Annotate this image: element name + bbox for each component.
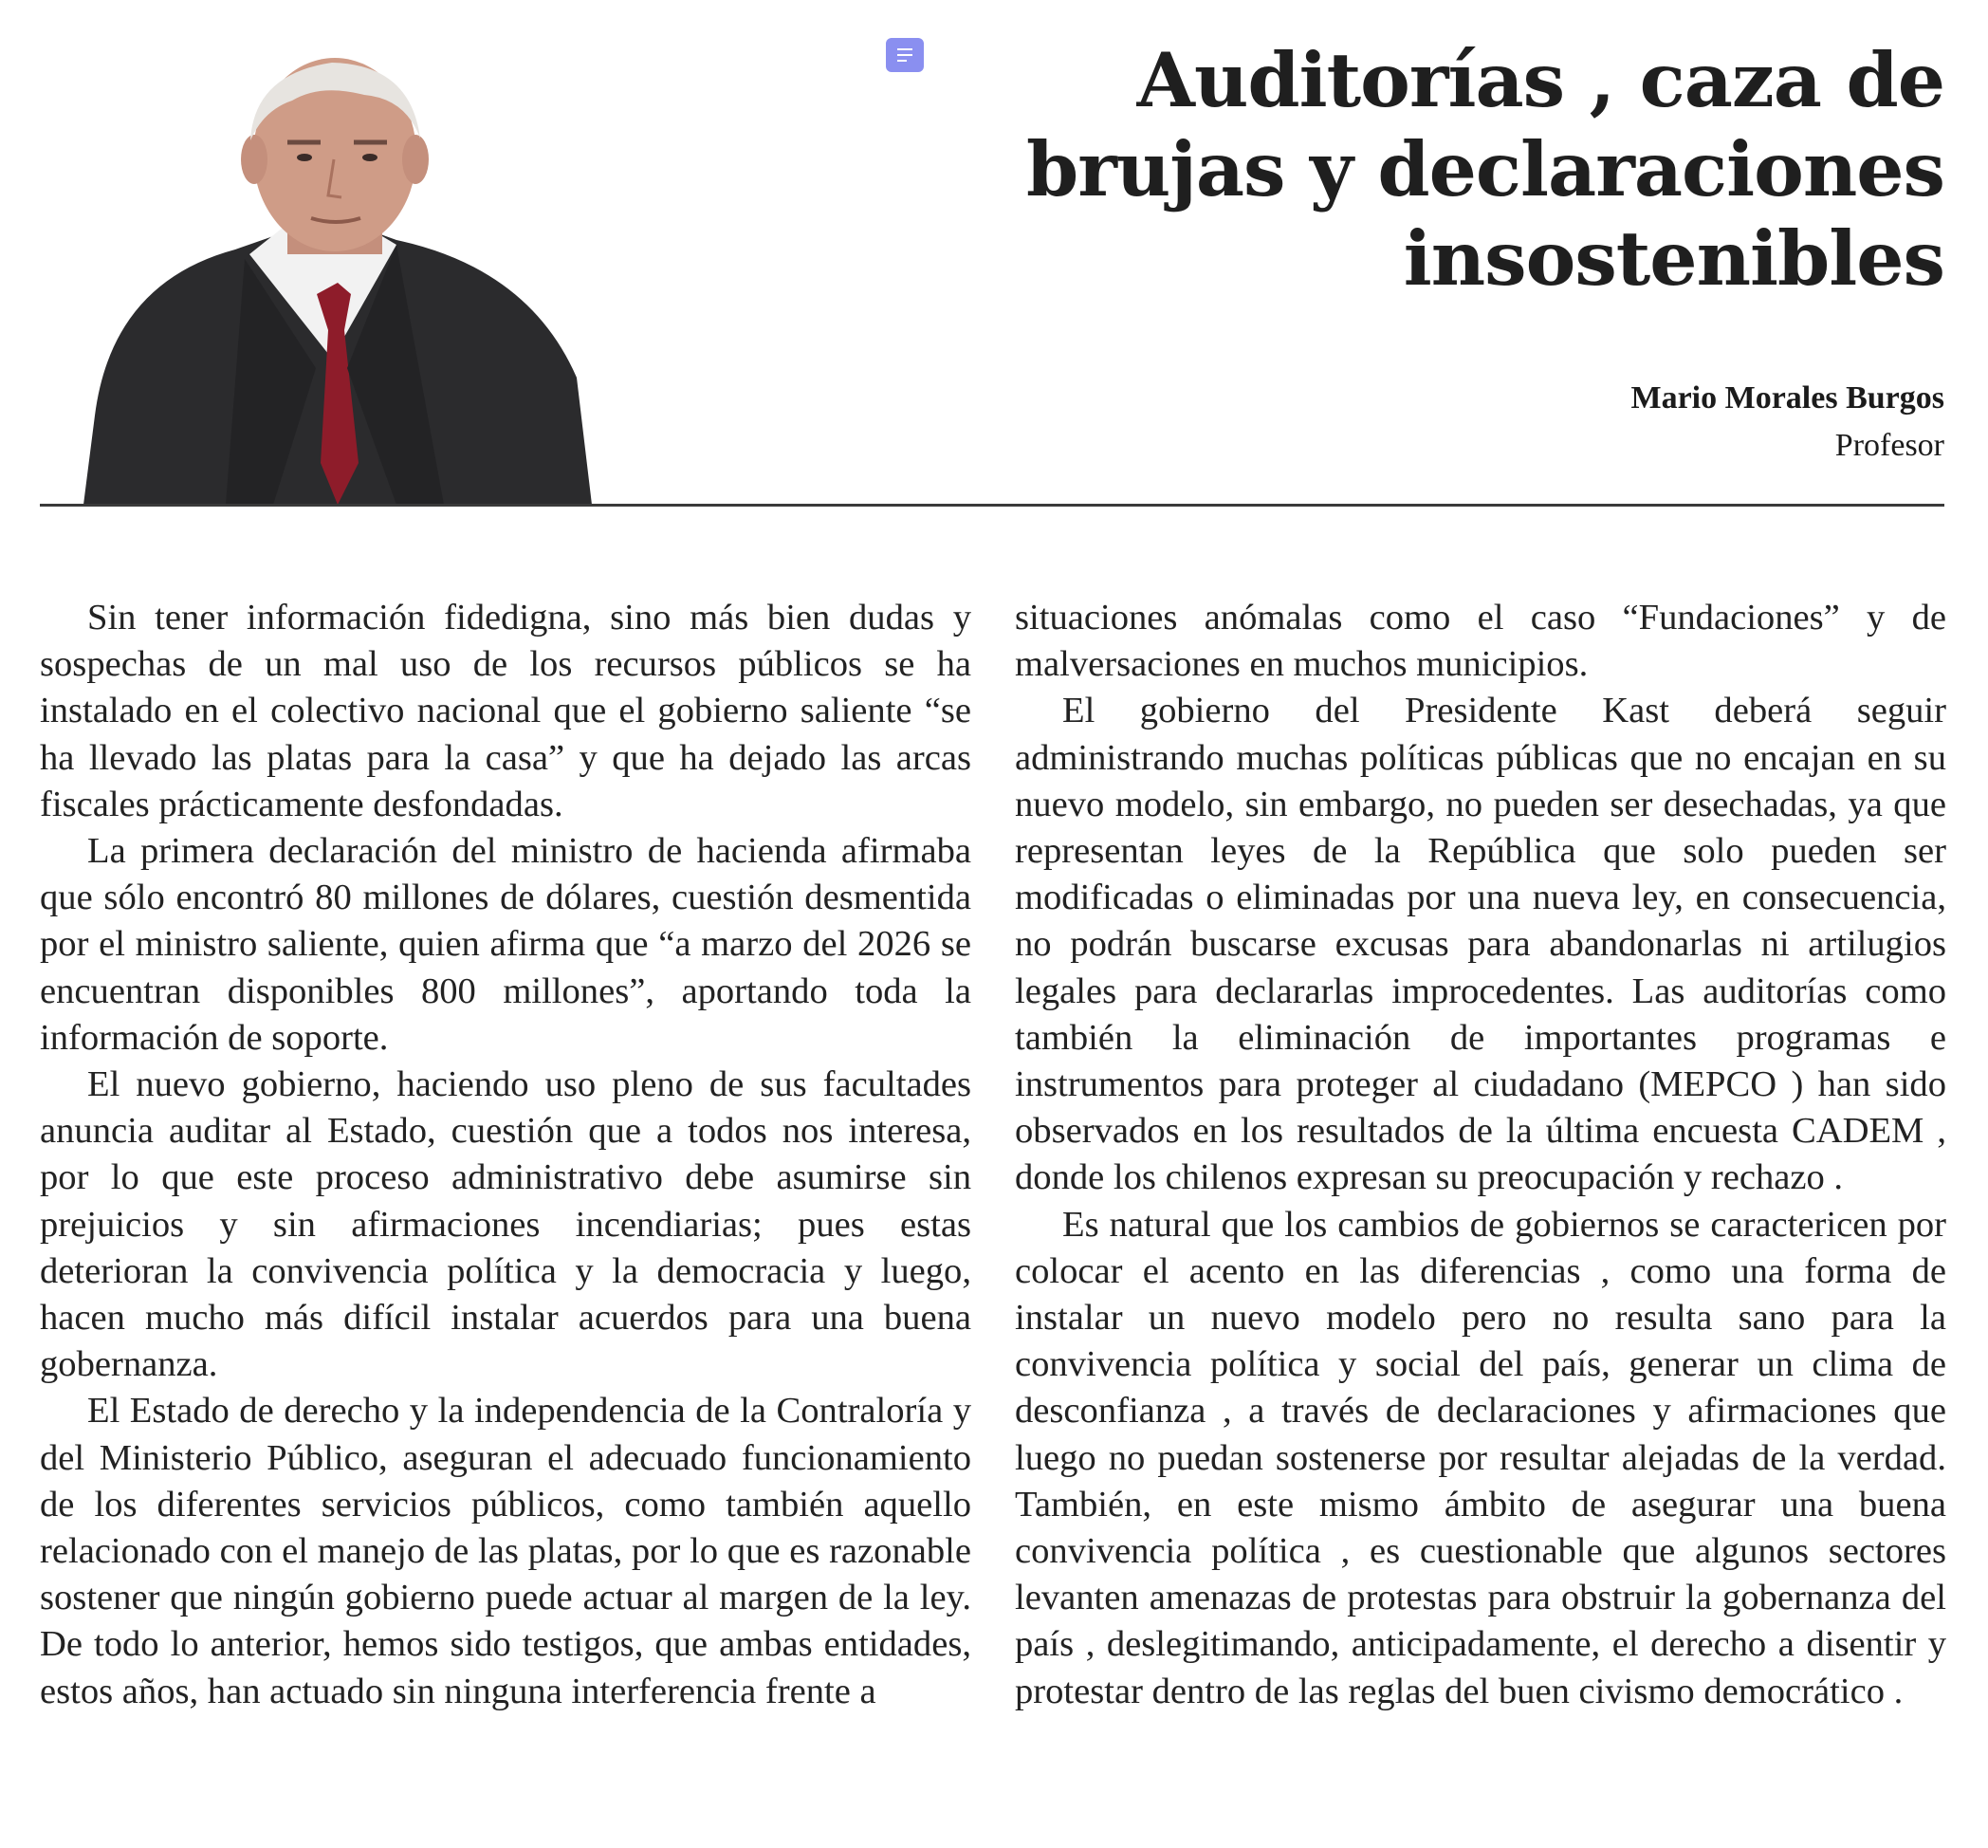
article-title: Auditorías , caza de brujas y declaraciones insostenibles [1025,36,1944,303]
article-column-left [40,595,971,1715]
paragraph: situaciones anómalas como el caso “Fundaciones” y de malversaciones en muchos municipios. [1015,598,1946,685]
paragraph: Es natural que los cambios de gobiernos se caractericen por colocar el acento en las diferencias , como una forma de instalar un nuevo modelo pero no resulta sano para la convivencia política y social del país, generar un clima de desconfianza , a través de declaraciones y afirmaciones que luego no puedan sostenerse por resultar alejadas de la verdad. También, en este mismo ámbito de asegurar una buena convivencia política , es cuestionable que algunos sectores levanten amenazas de protestas para obstruir la gobernanza del país , deslegitimando, anticipadamente, el derecho a disentir y protestar dentro de las reglas del buen civismo democrático . [1015,1204,1946,1711]
author-name: Mario Morales Burgos [1630,380,1944,416]
paragraph: Sin tener información fidedigna, sino más bien dudas y sospechas de un mal uso de los recursos públicos se ha instalado en el colectivo nacional que el gobierno saliente “se ha llevado las platas para la casa” y que ha dejado las arcas fiscales prácticamente desfondadas. [40,598,971,824]
paragraph: El Estado de derecho y la independencia de la Contraloría y del Ministerio Público, aseguran el adecuado funcionamiento de los diferentes servicios públicos, como también aquello relacionado con el manejo de las platas, por lo que es razonable sostener que ningún gobierno puede actuar al margen de la ley. De todo lo anterior, hemos sido testigos, que ambas entidades, estos años, han actuado sin ninguna interferencia frente a [40,1391,971,1711]
header-divider [40,504,1944,507]
article-column-right [1015,595,1946,1715]
paragraph: La primera declaración del ministro de hacienda afirmaba que sólo encontró 80 millones de dólares, cuestión desmentida por el ministro saliente, quien afirma que “a marzo del 2026 se encuentran disponibles 800 millones”, aportando toda la información de soporte. [40,831,971,1058]
author-role: Profesor [1834,428,1944,463]
article-header [0,0,1988,508]
paragraph: El nuevo gobierno, haciendo uso pleno de sus facultades anuncia auditar al Estado, cuestión que a todos nos interesa, por lo que este proceso administrativo debe asumirse sin prejuicios y sin afirmaciones incendiarias; pues estas deterioran la convivencia política y la democracia y luego, hacen mucho más difícil instalar acuerdos para una buena gobernanza. [40,1064,971,1385]
author-portrait [83,55,592,505]
paragraph: El gobierno del Presidente Kast deberá seguir administrando muchas políticas públicas que no encajan en su nuevo modelo, sin embargo, no pueden ser desechadas, ya que representan leyes de la República que solo pueden ser modificadas o eliminadas por una nueva ley, en consecuencia, no podrán buscarse excusas para abandonarlas ni artilugios legales para declararlas improcedentes. Las auditorías como también la eliminación de importantes programas e instrumentos para proteger al ciudadano (MEPCO ) han sido observados en los resultados de la última encuesta CADEM , donde los chilenos expresan su preocupación y rechazo . [1015,691,1946,1198]
